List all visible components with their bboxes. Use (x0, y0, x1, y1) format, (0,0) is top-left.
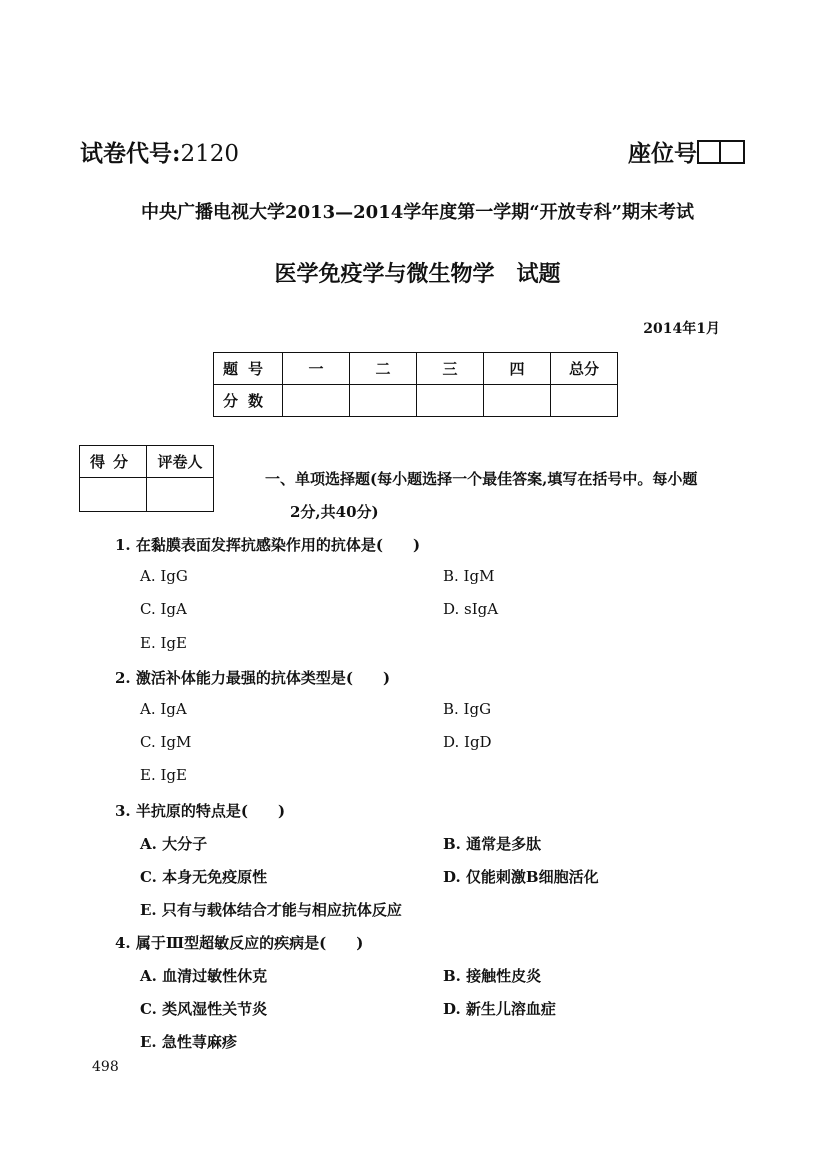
option-a[interactable]: A. IgG (140, 567, 188, 585)
option-c[interactable]: C. IgA (140, 600, 187, 618)
option-c[interactable]: C. 本身无免疫原性 (140, 868, 268, 886)
option-d[interactable]: D. sIgA (443, 600, 499, 618)
section-heading-line2: 2分,共40分) (290, 503, 379, 521)
subject-title: 医学免疫学与微生物学 试题 (274, 261, 561, 287)
option-c[interactable]: C. IgM (140, 733, 192, 751)
score-cell-4[interactable] (484, 385, 551, 417)
exam-code-value: 2120 (180, 141, 240, 167)
question-stem: 3. 半抗原的特点是( ) (115, 802, 286, 820)
grader-name-label: 评卷人 (147, 446, 214, 478)
score-table-row2-label: 分数 (214, 385, 283, 417)
option-e[interactable]: E. 急性荨麻疹 (140, 1033, 237, 1051)
option-b[interactable]: B. 接触性皮炎 (443, 967, 542, 985)
seat-box-1[interactable] (697, 140, 721, 164)
option-d[interactable]: D. IgD (443, 733, 492, 751)
score-cell-3[interactable] (417, 385, 484, 417)
option-b[interactable]: B. IgG (443, 700, 492, 718)
section-heading-line1: 一、单项选择题(每小题选择一个最佳答案,填写在括号中。每小题 (265, 470, 698, 488)
question-stem: 2. 激活补体能力最强的抗体类型是( ) (115, 669, 391, 687)
exam-code (80, 135, 239, 168)
score-table (213, 352, 618, 417)
score-cell-1[interactable] (283, 385, 350, 417)
option-e[interactable]: E. IgE (140, 766, 187, 784)
score-col-1: 一 (283, 353, 350, 385)
option-b[interactable]: B. 通常是多肽 (443, 835, 542, 853)
score-table-header-row (214, 353, 618, 385)
option-c[interactable]: C. 类风湿性关节炎 (140, 1000, 268, 1018)
grader-name-cell[interactable] (147, 478, 214, 512)
grader-score-cell[interactable] (80, 478, 147, 512)
seat-number (628, 135, 745, 168)
score-table-value-row (214, 385, 618, 417)
exam-code-label: 试卷代号: (80, 140, 181, 167)
seat-number-label: 座位号 (628, 140, 697, 167)
question-stem: 4. 属于Ⅲ型超敏反应的疾病是( ) (115, 934, 364, 952)
exam-date: 2014年1月 (643, 321, 720, 337)
option-a[interactable]: A. 大分子 (140, 835, 208, 853)
page-number: 498 (92, 1059, 119, 1075)
score-col-3: 三 (417, 353, 484, 385)
option-d[interactable]: D. 新生儿溶血症 (443, 1000, 556, 1018)
grader-score-label: 得分 (80, 446, 147, 478)
score-table-row1-label: 题号 (214, 353, 283, 385)
exam-title: 中央广播电视大学2013—2014学年度第一学期“开放专科”期末考试 (141, 202, 694, 223)
seat-box-2[interactable] (721, 140, 745, 164)
score-col-2: 二 (350, 353, 417, 385)
score-cell-total[interactable] (551, 385, 618, 417)
option-d[interactable]: D. 仅能刺激B细胞活化 (443, 868, 599, 886)
option-e[interactable]: E. IgE (140, 634, 187, 652)
score-cell-2[interactable] (350, 385, 417, 417)
grader-table-value-row (80, 478, 214, 512)
score-col-4: 四 (484, 353, 551, 385)
grader-table-header-row (80, 446, 214, 478)
score-col-total: 总分 (551, 353, 618, 385)
option-a[interactable]: A. 血清过敏性休克 (140, 967, 268, 985)
option-a[interactable]: A. IgA (140, 700, 187, 718)
question-stem: 1. 在黏膜表面发挥抗感染作用的抗体是( ) (115, 536, 421, 554)
option-b[interactable]: B. IgM (443, 567, 495, 585)
grader-table (79, 445, 214, 512)
option-e[interactable]: E. 只有与载体结合才能与相应抗体反应 (140, 901, 402, 919)
